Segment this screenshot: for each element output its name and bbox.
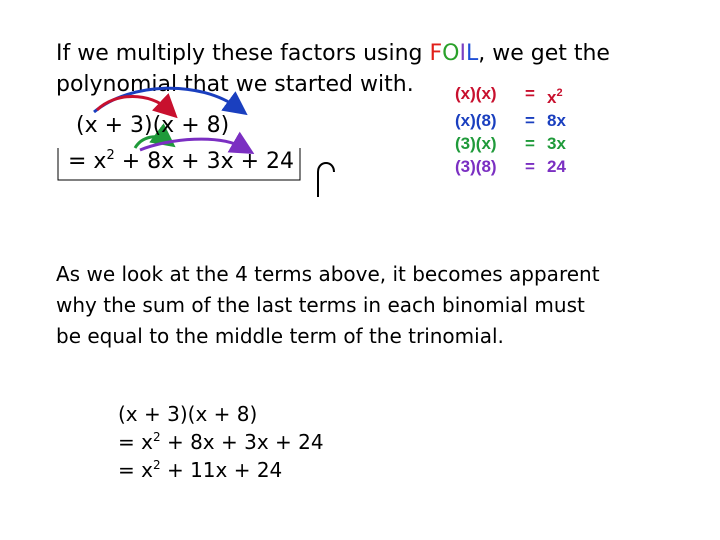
- foil-row-eq: =: [525, 134, 535, 153]
- foil-letter-i: I: [459, 41, 466, 66]
- foil-row-rhs: 8x: [547, 111, 566, 130]
- explanation-line: As we look at the 4 terms above, it becomes apparent: [56, 262, 600, 286]
- foil-row-inner: [455, 132, 566, 155]
- explanation-paragraph: [56, 259, 600, 352]
- foil-row-lhs: (x)(8): [455, 111, 497, 130]
- explanation-line: be equal to the middle term of the trinomial.: [56, 324, 504, 348]
- final-line-2-prefix: = x: [118, 430, 153, 454]
- final-line-3-rest: + 11x + 24: [160, 458, 283, 482]
- intro-line-1-after: , we get the: [478, 41, 610, 66]
- expansion-line: [68, 148, 294, 174]
- final-line-3-exp: 2: [152, 458, 161, 472]
- final-line-2-rest: + 8x + 3x + 24: [160, 430, 324, 454]
- foil-row-eq: =: [525, 111, 535, 130]
- final-work: [118, 403, 324, 482]
- foil-letter-o: O: [442, 41, 460, 66]
- explanation-line: why the sum of the last terms in each binomial must: [56, 293, 585, 317]
- final-line-1: (x + 3)(x + 8): [118, 402, 258, 426]
- foil-row-rhs: 3x: [547, 134, 566, 153]
- foil-row-rhs-sup: 2: [556, 87, 563, 99]
- foil-letter-l: L: [465, 41, 479, 66]
- foil-row-eq: =: [525, 84, 535, 103]
- foil-row-last: [455, 155, 566, 178]
- arrow-first: [97, 97, 169, 111]
- expansion-prefix: = x: [68, 149, 107, 174]
- foil-row-outer: [455, 109, 566, 132]
- final-line-3: [118, 454, 324, 482]
- foil-row-rhs: [547, 82, 563, 109]
- final-line-2: [118, 426, 324, 454]
- expansion-rest: + 8x + 3x + 24: [114, 149, 295, 174]
- foil-row-lhs: (3)(x): [455, 134, 497, 153]
- foil-letter-f: F: [429, 41, 443, 66]
- product-expression-text: (x + 3)(x + 8): [76, 113, 230, 138]
- foil-row-lhs: (x)(x): [455, 84, 497, 103]
- final-line-3-prefix: = x: [118, 458, 153, 482]
- foil-row-rhs-base: x: [547, 88, 557, 107]
- foil-row-first: [455, 82, 566, 109]
- foil-row-rhs: 24: [547, 157, 566, 176]
- foil-row-lhs: (3)(8): [455, 157, 497, 176]
- product-expression: [76, 113, 229, 138]
- foil-table: [455, 82, 566, 178]
- intro-line-2: polynomial that we started with.: [56, 72, 414, 97]
- expansion-exponent: 2: [106, 148, 115, 163]
- bracket-right: [318, 163, 334, 197]
- final-line-2-exp: 2: [152, 430, 161, 444]
- intro-line-1-before: If we multiply these factors using: [56, 41, 430, 66]
- foil-row-eq: =: [525, 157, 535, 176]
